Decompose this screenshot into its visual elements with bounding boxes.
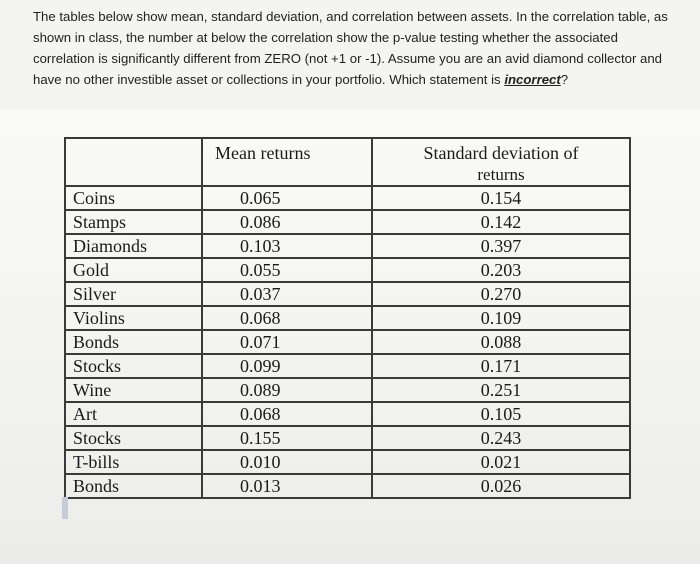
std-cell: 0.105 (372, 402, 630, 426)
header-mean (202, 138, 372, 186)
mean-cell: 0.086 (202, 210, 372, 234)
mean-cell: 0.155 (202, 426, 372, 450)
table-row (65, 306, 630, 330)
std-cell: 0.154 (372, 186, 630, 210)
asset-cell: Stocks (65, 354, 202, 378)
std-cell: 0.251 (372, 378, 630, 402)
mean-cell: 0.055 (202, 258, 372, 282)
table-row (65, 426, 630, 450)
table-row (65, 450, 630, 474)
mean-cell: 0.089 (202, 378, 372, 402)
asset-cell: Silver (65, 282, 202, 306)
std-cell: 0.142 (372, 210, 630, 234)
question-body: The tables below show mean, standard deviation, and correlation between assets. In the correlation table, as shown in class, the number at below the correlation show the p-value testing whether the associated correlation is significantly different from ZERO (not +1 or -1). Assume you are an avid diamond collector and have no other investible asset or collections in your portfolio. Which statement is (33, 9, 668, 87)
asset-cell: Stocks (65, 426, 202, 450)
table-row (65, 258, 630, 282)
table-row (65, 234, 630, 258)
asset-cell: Diamonds (65, 234, 202, 258)
question-emphasis: incorrect (504, 72, 561, 87)
std-cell: 0.021 (372, 450, 630, 474)
mean-cell: 0.099 (202, 354, 372, 378)
returns-table (64, 137, 631, 499)
question-text (33, 6, 683, 90)
asset-cell: Stamps (65, 210, 202, 234)
mean-cell: 0.068 (202, 402, 372, 426)
mean-cell: 0.068 (202, 306, 372, 330)
table-row (65, 354, 630, 378)
table-row (65, 330, 630, 354)
table-row (65, 282, 630, 306)
header-asset (65, 138, 202, 186)
asset-cell: Coins (65, 186, 202, 210)
asset-cell: Art (65, 402, 202, 426)
mean-cell: 0.037 (202, 282, 372, 306)
mean-cell: 0.103 (202, 234, 372, 258)
std-cell: 0.171 (372, 354, 630, 378)
question-end: ? (560, 72, 569, 87)
header-std-line1: Standard deviation of (423, 143, 579, 163)
table-row (65, 474, 630, 498)
std-cell: 0.026 (372, 474, 630, 498)
table-row (65, 210, 630, 234)
table-row (65, 378, 630, 402)
asset-cell: Gold (65, 258, 202, 282)
asset-cell: Wine (65, 378, 202, 402)
mean-cell: 0.013 (202, 474, 372, 498)
asset-cell: Bonds (65, 474, 202, 498)
std-cell: 0.088 (372, 330, 630, 354)
asset-cell: Bonds (65, 330, 202, 354)
asset-cell: Violins (65, 306, 202, 330)
table-row (65, 402, 630, 426)
header-mean-label: Mean returns (215, 143, 311, 163)
std-cell: 0.109 (372, 306, 630, 330)
header-std (372, 138, 630, 186)
mean-cell: 0.071 (202, 330, 372, 354)
asset-cell: T-bills (65, 450, 202, 474)
std-cell: 0.270 (372, 282, 630, 306)
std-cell: 0.397 (372, 234, 630, 258)
table-header-row (65, 138, 630, 186)
table-row (65, 186, 630, 210)
scan-artifact (62, 497, 68, 519)
mean-cell: 0.065 (202, 186, 372, 210)
mean-cell: 0.010 (202, 450, 372, 474)
std-cell: 0.203 (372, 258, 630, 282)
header-std-line2: returns (477, 165, 525, 184)
std-cell: 0.243 (372, 426, 630, 450)
